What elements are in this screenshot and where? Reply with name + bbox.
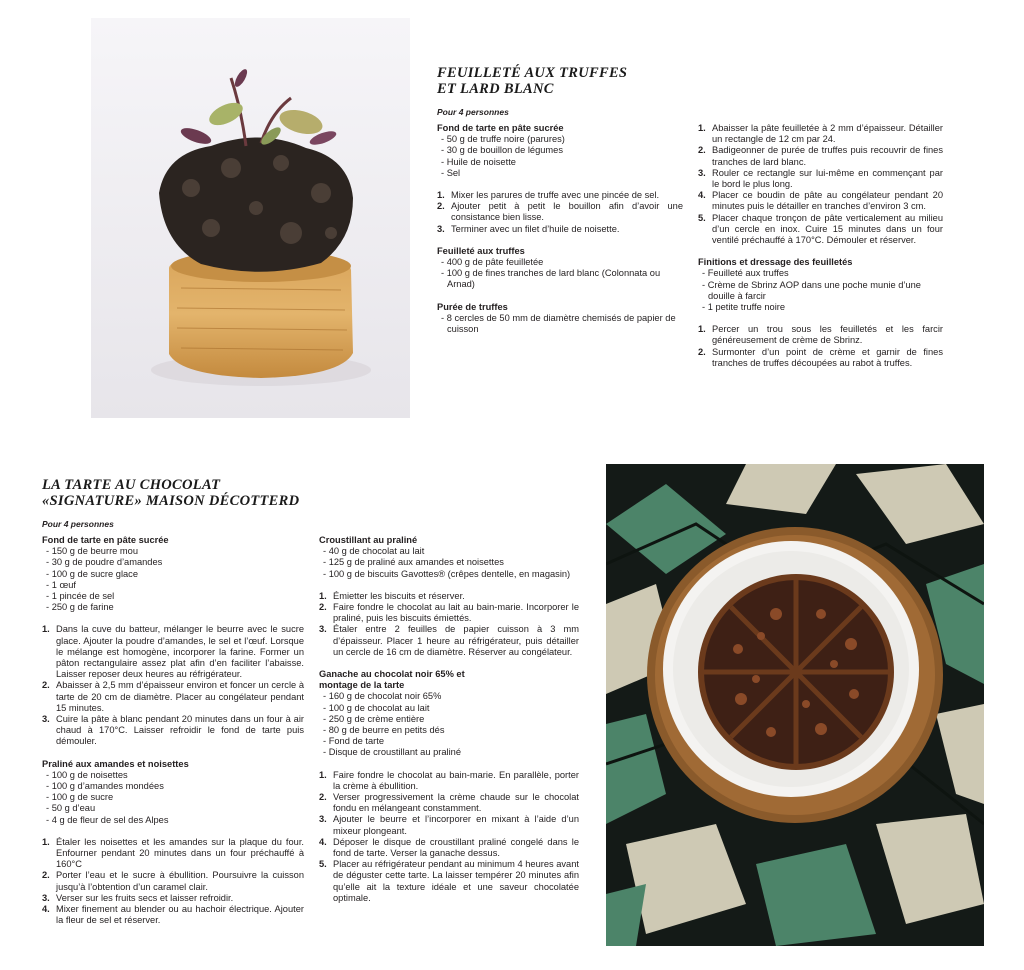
step-item: 4. Mixer finement au blender ou au hachoir électrique. Ajouter la fleur de sel et réserver.	[42, 904, 304, 926]
recipe1-title	[437, 65, 737, 97]
step-item: 1. Dans la cuve du batteur, mélanger le beurre avec le sucre glace. Ajouter la poudre d’amandes, le sel et l’œuf. Lorsque le mélange est homogène, incorporer la farine. Former un pâton rectangulaire assez plat afin d’en faciliter l’abaisse. Laisser reposer deux heures au réfrigérateur.	[42, 624, 304, 680]
section-heading: Feuilleté aux truffes	[437, 245, 525, 256]
section-heading: Praliné aux amandes et noisettes	[42, 758, 189, 769]
recipe1-left-column	[437, 123, 683, 346]
recipe1-title-line1: FEUILLETÉ AUX TRUFFES	[437, 65, 628, 81]
step-item: 1. Émietter les biscuits et réserver.	[319, 590, 465, 601]
ingredient-item: - 80 g de beurre en petits dés	[319, 725, 579, 736]
recipe2-header	[42, 477, 362, 529]
ingredient-item: - Fond de tarte	[319, 736, 579, 747]
ingredient-item: - 1 œuf	[42, 580, 304, 591]
truffle-pastry-illustration	[91, 18, 410, 418]
ingredient-list	[319, 691, 579, 758]
ingredient-list	[42, 770, 304, 826]
ingredient-item: - 250 g de crème entière	[319, 714, 579, 725]
ingredient-item: - 4 g de fleur de sel des Alpes	[42, 815, 304, 826]
recipe2-column-1	[42, 535, 304, 938]
section-heading: Fond de tarte en pâte sucrée	[437, 123, 564, 133]
recipe2-title-line1: LA TARTE AU CHOCOLAT	[42, 477, 221, 493]
step-item: 4. Déposer le disque de croustillant praliné congelé dans le fond de tarte. Verser la ganache dessus.	[319, 836, 579, 859]
step-item: 3. Terminer avec un filet d’huile de noisette.	[437, 223, 620, 234]
ingredient-list	[437, 134, 683, 179]
ingredient-item: - 125 g de praliné aux amandes et noisettes	[319, 557, 579, 568]
ingredient-item: - 50 g de truffe noire (parures)	[437, 134, 683, 145]
recipe1-serves: Pour 4 personnes	[437, 107, 509, 117]
recipe1-title-line2: ET LARD BLANC	[437, 81, 554, 97]
recipe1-section	[437, 123, 683, 235]
ingredient-item: - 40 g de chocolat au lait	[319, 546, 579, 557]
ingredient-item: - 100 g de sucre glace	[42, 569, 304, 580]
step-item: 2. Surmonter d’un point de crème et garnir de fines tranches de truffes découpées au rabot à truffes.	[698, 346, 943, 368]
section-heading: Croustillant au praliné	[319, 535, 418, 545]
chocolate-tart-illustration	[606, 464, 984, 946]
ingredient-item: - 1 pincée de sel	[42, 591, 304, 602]
ingredient-item: - Sel	[437, 168, 683, 179]
ingredient-item: - 30 g de bouillon de légumes	[437, 145, 683, 156]
chocolate-tart-photo	[606, 464, 984, 946]
section-heading: Purée de truffes	[437, 301, 508, 312]
step-item: 1. Mixer les parures de truffe avec une pincée de sel.	[437, 190, 660, 201]
recipe2-title-line2: «SIGNATURE» MAISON DÉCOTTERD	[42, 493, 300, 509]
step-item: 2. Ajouter petit à petit le bouillon afin d’avoir une consistance bien lisse.	[437, 201, 683, 223]
section-heading: Ganache au chocolat noir 65% et montage de la tarte	[319, 669, 465, 691]
step-list	[698, 324, 943, 369]
step-item: 3. Verser sur les fruits secs et laisser refroidir.	[42, 892, 234, 903]
truffle-pastry-photo	[91, 18, 410, 418]
recipe1-right-column	[698, 123, 943, 369]
step-item: 3. Rouler ce rectangle sur lui-même en commençant par le bord le plus long.	[698, 167, 943, 190]
ingredient-item: - 400 g de pâte feuilletée	[437, 257, 683, 268]
step-item: 3. Étaler entre 2 feuilles de papier cuisson à 3 mm d’épaisseur. Placer 1 heure au réfrigérateur, puis détailler un cercle de 16 cm de diamètre. Réserver au congélateur.	[319, 624, 579, 657]
recipe1-section	[437, 246, 683, 291]
recipe2-section	[319, 669, 579, 904]
step-item: 3. Cuire la pâte à blanc pendant 20 minutes dans un four à air chaud à 170°C. Laisser refroidir le fond de tarte puis démouler.	[42, 714, 304, 747]
step-item: 5. Placer chaque tronçon de pâte verticalement au milieu d’un cercle en inox. Cuire 15 minutes dans un four ventilé préchauffé à 170°C. Démouler et réserver.	[698, 212, 943, 246]
ingredient-item: - 50 g d’eau	[42, 803, 304, 814]
ingredient-list	[42, 546, 304, 613]
recipe2-column-2	[319, 535, 579, 915]
step-list	[437, 190, 683, 235]
step-item: 2. Badigeonner de purée de truffes puis recouvrir de fines tranches de lard blanc.	[698, 145, 943, 167]
recipe2-section	[42, 759, 304, 927]
step-item: 1. Percer un trou sous les feuilletés et les farcir généreusement de crème de Sbrinz.	[698, 324, 943, 346]
step-item: 1. Étaler les noisettes et les amandes sur la plaque du four. Enfourner pendant 20 minutes dans un four préchauffé à 160°C	[42, 836, 304, 870]
ingredient-item: - 150 g de beurre mou	[42, 546, 304, 557]
ingredient-item: - 100 g de fines tranches de lard blanc (Colonnata ou Arnad)	[437, 268, 683, 290]
section-heading: Fond de tarte en pâte sucrée	[42, 535, 169, 545]
ingredient-item: - 100 g de sucre	[42, 792, 304, 803]
step-list	[42, 624, 304, 747]
ingredient-item: - 8 cercles de 50 mm de diamètre chemisés de papier de cuisson	[437, 313, 683, 335]
ingredient-item: - 30 g de poudre d’amandes	[42, 557, 304, 568]
ingredient-item: - 1 petite truffe noire	[698, 302, 943, 313]
ingredient-item: - Huile de noisette	[437, 157, 683, 168]
ingredient-item: - Crème de Sbrinz AOP dans une poche munie d’une douille à farcir	[698, 280, 943, 302]
section-heading: Finitions et dressage des feuilletés	[698, 257, 853, 268]
ingredient-item: - 100 g de chocolat au lait	[319, 703, 579, 714]
step-item: 1. Abaisser la pâte feuilletée à 2 mm d’épaisseur. Détailler un rectangle de 12 cm par 24.	[698, 123, 943, 145]
ingredient-item: - Feuilleté aux truffes	[698, 268, 943, 279]
ingredient-item: - 160 g de chocolat noir 65%	[319, 691, 579, 702]
step-list	[319, 591, 579, 658]
recipe2-section	[42, 535, 304, 748]
step-list	[319, 770, 579, 904]
step-item: 5. Placer au réfrigérateur pendant au minimum 4 heures avant de déguster cette tarte. La laisser tempérer 20 minutes afin qu’elle ait la texture idéale et une saveur chocolatée optimale.	[319, 859, 579, 903]
ingredient-list	[319, 546, 579, 580]
recipe1-section	[437, 302, 683, 336]
ingredient-item: - Disque de croustillant au praliné	[319, 747, 579, 758]
ingredient-item: - 100 g d’amandes mondées	[42, 781, 304, 792]
recipe1-header	[437, 65, 737, 117]
step-item: 2. Faire fondre le chocolat au lait au bain-marie. Incorporer le praliné, puis les biscuits émiettés.	[319, 602, 579, 624]
step-item: 3. Ajouter le beurre et l’incorporer en mixant à l’aide d’un mixeur plongeant.	[319, 814, 579, 836]
step-item: 2. Porter l’eau et le sucre à ébullition. Poursuivre la cuisson jusqu’à l’obtention d’un caramel clair.	[42, 870, 304, 892]
ingredient-list	[698, 268, 943, 313]
step-list	[698, 123, 943, 246]
recipe2-title	[42, 477, 362, 509]
step-item: 2. Verser progressivement la crème chaude sur le chocolat fondu en mélangeant constamment.	[319, 792, 579, 814]
ingredient-item: - 250 g de farine	[42, 602, 304, 613]
ingredient-item: - 100 g de biscuits Gavottes® (crêpes dentelle, en magasin)	[319, 569, 579, 580]
recipe2-section	[319, 535, 579, 658]
ingredient-list	[437, 257, 683, 291]
step-item: 4. Placer ce boudin de pâte au congélateur pendant 20 minutes puis le détailler en tranches d’environ 3 cm.	[698, 190, 943, 212]
step-item: 2. Abaisser à 2,5 mm d’épaisseur environ et foncer un cercle à tarte de 20 cm de diamètre. Placer au congélateur pendant 15 minutes.	[42, 680, 304, 713]
step-list	[42, 837, 304, 927]
step-item: 1. Faire fondre le chocolat au bain-marie. En parallèle, porter la crème à ébullition.	[319, 769, 579, 791]
ingredient-list	[437, 313, 683, 335]
recipe2-serves: Pour 4 personnes	[42, 519, 114, 529]
ingredient-item: - 100 g de noisettes	[42, 770, 304, 781]
